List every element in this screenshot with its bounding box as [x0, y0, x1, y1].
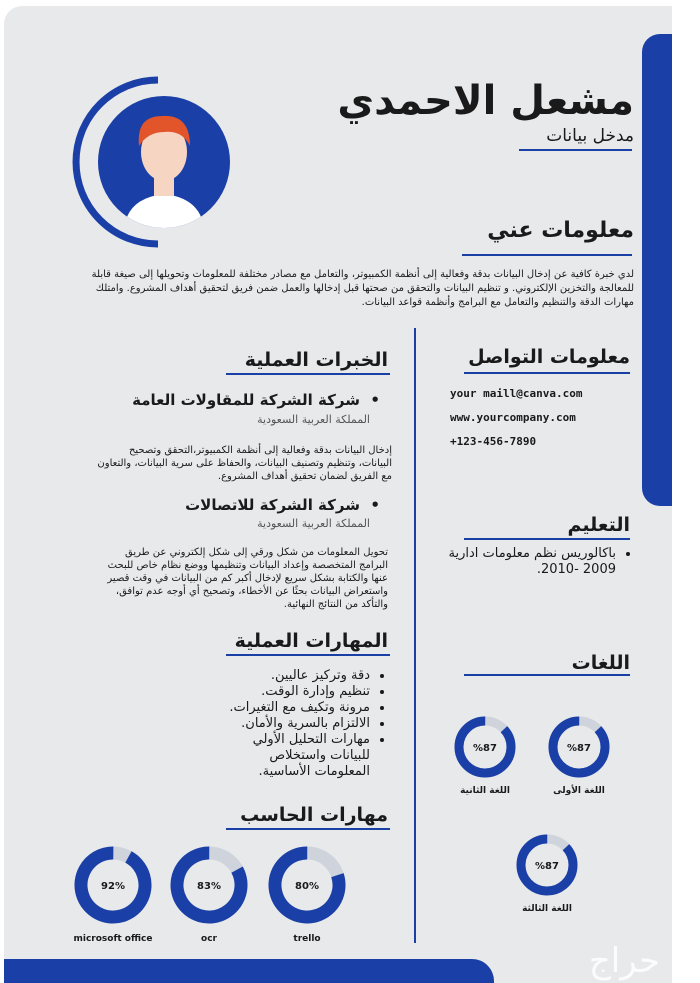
- education-degree: باكالوريس نظم معلومات ادارية: [448, 546, 616, 561]
- donut-percent: %87: [567, 743, 591, 754]
- decorative-side-bar: [642, 34, 672, 506]
- computer-skills-title: مهارات الحاسب: [240, 804, 388, 826]
- donut-percent: 83%: [197, 881, 221, 892]
- donut-label: اللغة الأولى: [553, 786, 605, 796]
- skill-item: • الالتزام بالسرية والأمان.: [222, 716, 370, 732]
- job-description: إدخال البيانات بدقة وفعالية إلى أنظمة الكمبيوتر،التحقق وتصحيح البيانات، وتنظيم وتصنيف البيانات، والحفاظ على سرية البيانات، والتعاون مع الفريق لضمان تحقيق أهداف المشروع.: [97, 445, 392, 482]
- education-years: 2009 -2010.: [536, 562, 616, 577]
- job-location: المملكة العربية السعودية: [257, 413, 370, 426]
- contact-website[interactable]: www.yourcompany.com: [450, 411, 576, 424]
- job-entry: [114, 391, 380, 409]
- contact-email[interactable]: your maill@canva.com: [450, 387, 583, 400]
- skill-item: • مرونة وتكيف مع التغيرات.: [222, 700, 370, 716]
- skill-donut: [512, 830, 582, 914]
- donut-label: اللغة الثانية: [460, 786, 510, 796]
- work-skills-list: [222, 668, 388, 780]
- donut-percent: %87: [473, 743, 497, 754]
- job-company: • شركة الشركة للمقاولات العامة: [132, 391, 380, 409]
- contact-title: معلومات التواصل: [468, 346, 630, 368]
- experience-title: الخبرات العملية: [244, 349, 388, 371]
- donut-label: ocr: [201, 934, 217, 944]
- donut-percent: 92%: [101, 881, 125, 892]
- about-title: معلومات عني: [487, 218, 634, 243]
- skill-donut: [544, 712, 614, 796]
- about-underline: [462, 254, 632, 256]
- job-role: مدخل بيانات: [546, 126, 634, 146]
- bullet-icon: •: [359, 496, 380, 514]
- skill-item: • دقة وتركيز عاليين.: [222, 668, 370, 684]
- bullet-icon: •: [359, 391, 380, 409]
- languages-underline: [464, 674, 630, 676]
- donut-percent: 80%: [295, 881, 319, 892]
- avatar: [70, 72, 240, 252]
- job-location: المملكة العربية السعودية: [257, 517, 370, 530]
- donut-label: trello: [293, 934, 321, 944]
- person-name: مشعل الاحمدي: [337, 78, 634, 124]
- computer-skills-underline: [226, 828, 390, 830]
- donut-label: اللغة الثالثة: [522, 904, 572, 914]
- contact-phone: +123-456-7890: [450, 435, 537, 448]
- site-watermark: حراج: [588, 941, 660, 981]
- role-underline: [519, 149, 632, 151]
- job-entry: [114, 496, 380, 514]
- education-title: التعليم: [567, 514, 630, 536]
- job-company: • شركة الشركة للاتصالات: [185, 496, 380, 514]
- work-skills-title: المهارات العملية: [234, 630, 388, 652]
- skill-item: • تنظيم وإدارة الوقت.: [222, 684, 370, 700]
- skill-donut: [164, 840, 254, 944]
- column-divider: [414, 328, 416, 943]
- skill-item: • مهارات التحليل الأولي للبيانات واستخلاص المعلومات الأساسية.: [222, 732, 370, 780]
- education-entry: [434, 546, 630, 578]
- decorative-bottom-bar: [4, 959, 494, 983]
- contact-underline: [464, 372, 630, 374]
- education-underline: [464, 538, 630, 540]
- skill-donut: [450, 712, 520, 796]
- job-description: تحويل المعلومات من شكل ورقي إلى شكل إلكتروني عن طريق البرامج المتخصصة وإعداد البيانات وتنظيمها ووضع نظام خاص للبحث عنها والكتابة بشكل سريع لإدخال أكبر كم من البيانات في وقت قصير واستعراض البيانات بحثًا عن الأخطاء، وتصحيح أي أوجه عدم توافق، والتأكد من النتائج النهائية.: [107, 547, 388, 610]
- donut-label: microsoft office: [73, 934, 153, 944]
- about-text: لدي خبرة كافية عن إدخال البيانات بدقة وفعالية إلى أنظمة الكمبيوتر، والتعامل مع مصادر مختلفة للمعلومات وتحويلها إلى صيغة قابلة للمعالجة والتخزين الإلكتروني. و تنظيم البيانات والتحقق من صحتها قبل إدخالها والعمل ضمن فريق لتحقيق أهداف المشروع. وامتلك مهارات الدقة والتنظيم والتعامل مع البرامج وأنظمة قواعد البيانات.: [91, 269, 634, 308]
- languages-title: اللغات: [571, 652, 630, 674]
- skill-donut: [262, 840, 352, 944]
- donut-percent: %87: [535, 861, 559, 872]
- skill-donut: [68, 840, 158, 944]
- resume-page: [4, 6, 672, 983]
- work-skills-underline: [226, 654, 390, 656]
- experience-underline: [226, 373, 390, 375]
